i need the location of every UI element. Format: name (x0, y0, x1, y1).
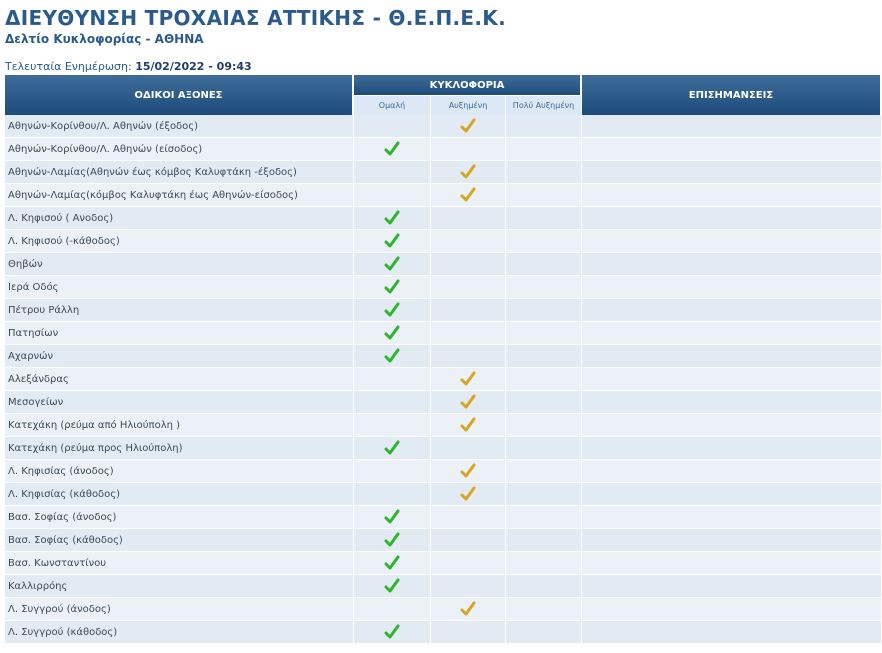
checkmark-icon (460, 394, 476, 410)
checkmark-icon (460, 371, 476, 387)
checkmark-icon (460, 118, 476, 134)
checkmark-icon (460, 417, 476, 433)
traffic-level-cell (506, 207, 582, 230)
table-row (5, 138, 882, 161)
col-header-traffic: ΚΥΚΛΟΦΟΡΙΑ (354, 75, 582, 95)
traffic-level-cell (354, 299, 431, 322)
table-row (5, 437, 882, 460)
road-name: Λ. Κηφισίας (κάθοδος) (5, 483, 354, 506)
note-cell (582, 552, 882, 575)
traffic-level-cell (354, 184, 431, 207)
col-header-level-normal: Ομαλή (354, 95, 431, 115)
note-cell (582, 184, 882, 207)
table-row (5, 414, 882, 437)
table-row (5, 598, 882, 621)
traffic-level-cell (506, 391, 582, 414)
traffic-level-cell (354, 529, 431, 552)
traffic-level-cell (354, 276, 431, 299)
note-cell (582, 506, 882, 529)
traffic-level-cell (354, 138, 431, 161)
road-name: Πατησίων (5, 322, 354, 345)
table-row (5, 483, 882, 506)
col-header-level-very-increased: Πολύ Αυξημένη (506, 95, 582, 115)
checkmark-icon (384, 532, 400, 548)
checkmark-icon (460, 601, 476, 617)
traffic-table (5, 75, 882, 644)
traffic-level-cell (354, 552, 431, 575)
table-row (5, 184, 882, 207)
note-cell (582, 161, 882, 184)
col-header-level-increased: Αυξημένη (431, 95, 506, 115)
col-header-notes: ΕΠΙΣΗΜΑΝΣΕΙΣ (582, 75, 882, 115)
road-name: Καλλιρρόης (5, 575, 354, 598)
road-name: Βασ. Κωνσταντίνου (5, 552, 354, 575)
traffic-level-cell (431, 115, 506, 138)
road-name: Κατεχάκη (ρεύμα προς Ηλιούπολη) (5, 437, 354, 460)
traffic-level-cell (354, 322, 431, 345)
traffic-level-cell (431, 207, 506, 230)
traffic-level-cell (354, 161, 431, 184)
traffic-level-cell (506, 414, 582, 437)
road-name: Λ. Κηφισίας (άνοδος) (5, 460, 354, 483)
last-update-value: 15/02/2022 - 09:43 (135, 60, 252, 73)
table-row (5, 460, 882, 483)
road-name: Λ. Συγγρού (άνοδος) (5, 598, 354, 621)
road-name: Πέτρου Ράλλη (5, 299, 354, 322)
traffic-level-cell (506, 368, 582, 391)
col-header-roads: ΟΔΙΚΟΙ ΑΞΟΝΕΣ (5, 75, 354, 115)
traffic-level-cell (354, 460, 431, 483)
table-row (5, 621, 882, 644)
checkmark-icon (384, 233, 400, 249)
note-cell (582, 460, 882, 483)
traffic-level-cell (431, 345, 506, 368)
note-cell (582, 322, 882, 345)
traffic-level-cell (506, 322, 582, 345)
traffic-level-cell (431, 322, 506, 345)
traffic-level-cell (431, 391, 506, 414)
page-subtitle: Δελτίο Κυκλοφορίας - ΑΘΗΝΑ (5, 32, 204, 46)
note-cell (582, 391, 882, 414)
traffic-level-cell (354, 230, 431, 253)
note-cell (582, 483, 882, 506)
checkmark-icon (384, 578, 400, 594)
checkmark-icon (384, 256, 400, 272)
road-name: Αλεξάνδρας (5, 368, 354, 391)
traffic-level-cell (431, 529, 506, 552)
traffic-level-cell (506, 230, 582, 253)
checkmark-icon (460, 187, 476, 203)
table-row (5, 207, 882, 230)
traffic-level-cell (506, 161, 582, 184)
table-row (5, 552, 882, 575)
note-cell (582, 207, 882, 230)
checkmark-icon (384, 302, 400, 318)
note-cell (582, 253, 882, 276)
note-cell (582, 230, 882, 253)
traffic-level-cell (506, 575, 582, 598)
table-row (5, 115, 882, 138)
traffic-level-cell (506, 460, 582, 483)
road-name: Αχαρνών (5, 345, 354, 368)
note-cell (582, 621, 882, 644)
table-row (5, 230, 882, 253)
traffic-level-cell (431, 414, 506, 437)
last-update (5, 60, 252, 73)
checkmark-icon (384, 325, 400, 341)
note-cell (582, 575, 882, 598)
traffic-level-cell (354, 115, 431, 138)
checkmark-icon (384, 141, 400, 157)
checkmark-icon (384, 210, 400, 226)
traffic-level-cell (506, 506, 582, 529)
table-row (5, 575, 882, 598)
traffic-rows (5, 115, 882, 644)
traffic-level-cell (506, 621, 582, 644)
note-cell (582, 414, 882, 437)
note-cell (582, 138, 882, 161)
traffic-level-cell (354, 621, 431, 644)
traffic-level-cell (506, 598, 582, 621)
traffic-level-cell (506, 138, 582, 161)
table-row (5, 391, 882, 414)
road-name: Αθηνών-Λαμίας(κόμβος Καλυφτάκη έως Αθηνών-είσοδος) (5, 184, 354, 207)
traffic-level-cell (431, 437, 506, 460)
traffic-level-cell (506, 483, 582, 506)
road-name: Λ. Κηφισού ( Ανοδος) (5, 207, 354, 230)
note-cell (582, 437, 882, 460)
traffic-level-cell (431, 621, 506, 644)
traffic-level-cell (431, 460, 506, 483)
road-name: Αθηνών-Κορίνθου/Λ. Αθηνών (είσοδος) (5, 138, 354, 161)
checkmark-icon (384, 509, 400, 525)
traffic-level-cell (354, 414, 431, 437)
traffic-level-cell (431, 253, 506, 276)
traffic-level-cell (431, 161, 506, 184)
table-row (5, 322, 882, 345)
traffic-level-cell (431, 230, 506, 253)
road-name: Βασ. Σοφίας (κάθοδος) (5, 529, 354, 552)
traffic-level-cell (431, 552, 506, 575)
road-name: Αθηνών-Κορίνθου/Λ. Αθηνών (έξοδος) (5, 115, 354, 138)
road-name: Λ. Κηφισού (-κάθοδος) (5, 230, 354, 253)
road-name: Αθηνών-Λαμίας(Αθηνών έως κόμβος Καλυφτάκη -έξοδος) (5, 161, 354, 184)
traffic-level-cell (506, 115, 582, 138)
traffic-level-cell (506, 253, 582, 276)
table-row (5, 161, 882, 184)
road-name: Μεσογείων (5, 391, 354, 414)
traffic-level-cell (431, 299, 506, 322)
traffic-level-cell (354, 368, 431, 391)
traffic-level-cell (506, 345, 582, 368)
road-name: Βασ. Σοφίας (άνοδος) (5, 506, 354, 529)
checkmark-icon (384, 440, 400, 456)
road-name: Λ. Συγγρού (κάθοδος) (5, 621, 354, 644)
traffic-level-cell (354, 207, 431, 230)
traffic-level-cell (431, 368, 506, 391)
traffic-level-cell (354, 506, 431, 529)
traffic-level-cell (354, 391, 431, 414)
checkmark-icon (384, 555, 400, 571)
table-row (5, 253, 882, 276)
table-row (5, 506, 882, 529)
note-cell (582, 299, 882, 322)
traffic-level-cell (354, 345, 431, 368)
traffic-level-cell (506, 184, 582, 207)
traffic-level-cell (431, 575, 506, 598)
traffic-level-cell (354, 598, 431, 621)
traffic-level-cell (506, 276, 582, 299)
road-name: Θηβών (5, 253, 354, 276)
traffic-level-cell (431, 184, 506, 207)
traffic-level-cell (506, 299, 582, 322)
note-cell (582, 345, 882, 368)
note-cell (582, 115, 882, 138)
checkmark-icon (460, 164, 476, 180)
checkmark-icon (384, 348, 400, 364)
checkmark-icon (384, 624, 400, 640)
note-cell (582, 598, 882, 621)
note-cell (582, 276, 882, 299)
traffic-level-cell (431, 276, 506, 299)
traffic-level-cell (431, 483, 506, 506)
note-cell (582, 529, 882, 552)
traffic-level-cell (506, 529, 582, 552)
note-cell (582, 368, 882, 391)
table-row (5, 529, 882, 552)
table-row (5, 276, 882, 299)
road-name: Κατεχάκη (ρεύμα από Ηλιούπολη ) (5, 414, 354, 437)
page-title: ΔΙΕΥΘΥΝΣΗ ΤΡΟΧΑΙΑΣ ΑΤΤΙΚΗΣ - Θ.Ε.Π.Ε.Κ. (5, 6, 506, 30)
traffic-level-cell (354, 437, 431, 460)
traffic-level-cell (506, 552, 582, 575)
checkmark-icon (384, 279, 400, 295)
table-row (5, 345, 882, 368)
last-update-label: Τελευταία Ενημέρωση: (5, 60, 132, 73)
traffic-level-cell (354, 483, 431, 506)
table-row (5, 368, 882, 391)
road-name: Ιερά Οδός (5, 276, 354, 299)
checkmark-icon (460, 486, 476, 502)
traffic-level-cell (431, 138, 506, 161)
table-row (5, 299, 882, 322)
traffic-level-cell (431, 598, 506, 621)
checkmark-icon (460, 463, 476, 479)
traffic-level-cell (354, 253, 431, 276)
traffic-level-cell (354, 575, 431, 598)
traffic-level-cell (431, 506, 506, 529)
traffic-level-cell (506, 437, 582, 460)
